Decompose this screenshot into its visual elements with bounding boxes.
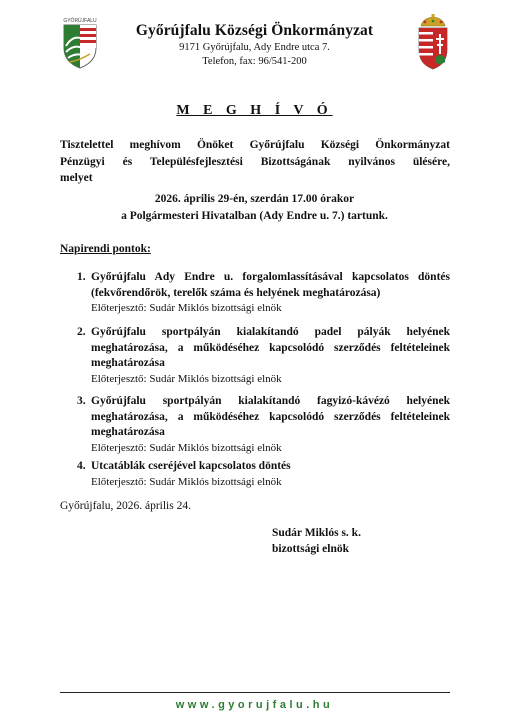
- signature-name: Sudár Miklós s. k.: [272, 527, 361, 539]
- agenda-heading: Napirendi pontok:: [60, 243, 151, 255]
- meeting-place: a Polgármesteri Hivatalban (Ady Endre u. 7.) tartunk.: [121, 210, 388, 222]
- agenda-item-title-line: meghatározása, a működéséhez kapcsolódó szerződés feltételeinek: [91, 341, 450, 354]
- agenda-item-title-line: meghatározása: [91, 357, 165, 369]
- intro-line-1: Tisztelettel meghívom Önöket Győrújfalu Községi Önkormányzat: [60, 139, 450, 151]
- agenda-item-4: [78, 459, 450, 490]
- signature-role: bizottsági elnök: [272, 543, 349, 555]
- agenda-item-presenter: Előterjesztő: Sudár Miklós bizottsági elnök: [91, 372, 282, 385]
- meeting-date: 2026. április 29-én, szerdán 17.00 órakor: [154, 193, 355, 205]
- agenda-item-presenter: Előterjesztő: Sudár Miklós bizottsági elnök: [91, 441, 282, 454]
- agenda-item-title-line: (fekvőrendőrök, terelők száma és helyének meghatározása): [91, 286, 381, 299]
- footer-website-link[interactable]: www.gyorujfalu.hu: [175, 699, 334, 711]
- hungary-coat-of-arms-icon: [415, 14, 451, 70]
- footer-divider: [60, 692, 450, 693]
- agenda-item-presenter: Előterjesztő: Sudár Miklós bizottsági elnök: [91, 475, 282, 488]
- agenda-item-presenter: Előterjesztő: Sudár Miklós bizottsági elnök: [91, 302, 282, 314]
- agenda-item-title-line: Utcatáblák cseréjével kapcsolatos döntés: [91, 460, 291, 472]
- agenda-item-title-line: Győrújfalu sportpályán kialakítandó padel pályák helyének: [91, 326, 450, 338]
- agenda-item-number: 4.: [77, 460, 86, 472]
- crest-caption: GYŐRÚJFALU: [63, 18, 97, 24]
- agenda-item-number: 3.: [77, 395, 86, 407]
- agenda-item-2: [78, 325, 450, 387]
- intro-line-3: melyet: [60, 172, 93, 184]
- agenda-item-number: 1.: [77, 271, 86, 283]
- agenda-item-3: [78, 394, 450, 456]
- agenda-item-title-line: meghatározása, a működéséhez kapcsolódó szerződés feltételeinek: [91, 410, 450, 423]
- agenda-item-title-line: Győrújfalu Ady Endre u. forgalomlassításával kapcsolatos döntés: [91, 271, 450, 283]
- agenda-item-title-line: Győrújfalu sportpályán kialakítandó fagyizó-kávézó helyének: [91, 395, 450, 407]
- invitation-intro: [60, 137, 450, 187]
- intro-line-2: Pénzügyi és Településfejlesztési Bizottságának nyilvános ülésére,: [60, 155, 450, 168]
- agenda-item-1: [78, 270, 450, 317]
- invitation-title: M E G H Í V Ó: [176, 103, 333, 118]
- agenda-item-title-line: meghatározása: [91, 426, 165, 438]
- agenda-item-number: 2.: [77, 326, 86, 338]
- organization-phone: Telefon, fax: 96/541-200: [202, 56, 307, 67]
- organization-name: Győrújfalu Községi Önkormányzat: [135, 22, 374, 39]
- document-date: Győrújfalu, 2026. április 24.: [60, 500, 191, 512]
- organization-address: 9171 Győrújfalu, Ady Endre utca 7.: [179, 42, 330, 53]
